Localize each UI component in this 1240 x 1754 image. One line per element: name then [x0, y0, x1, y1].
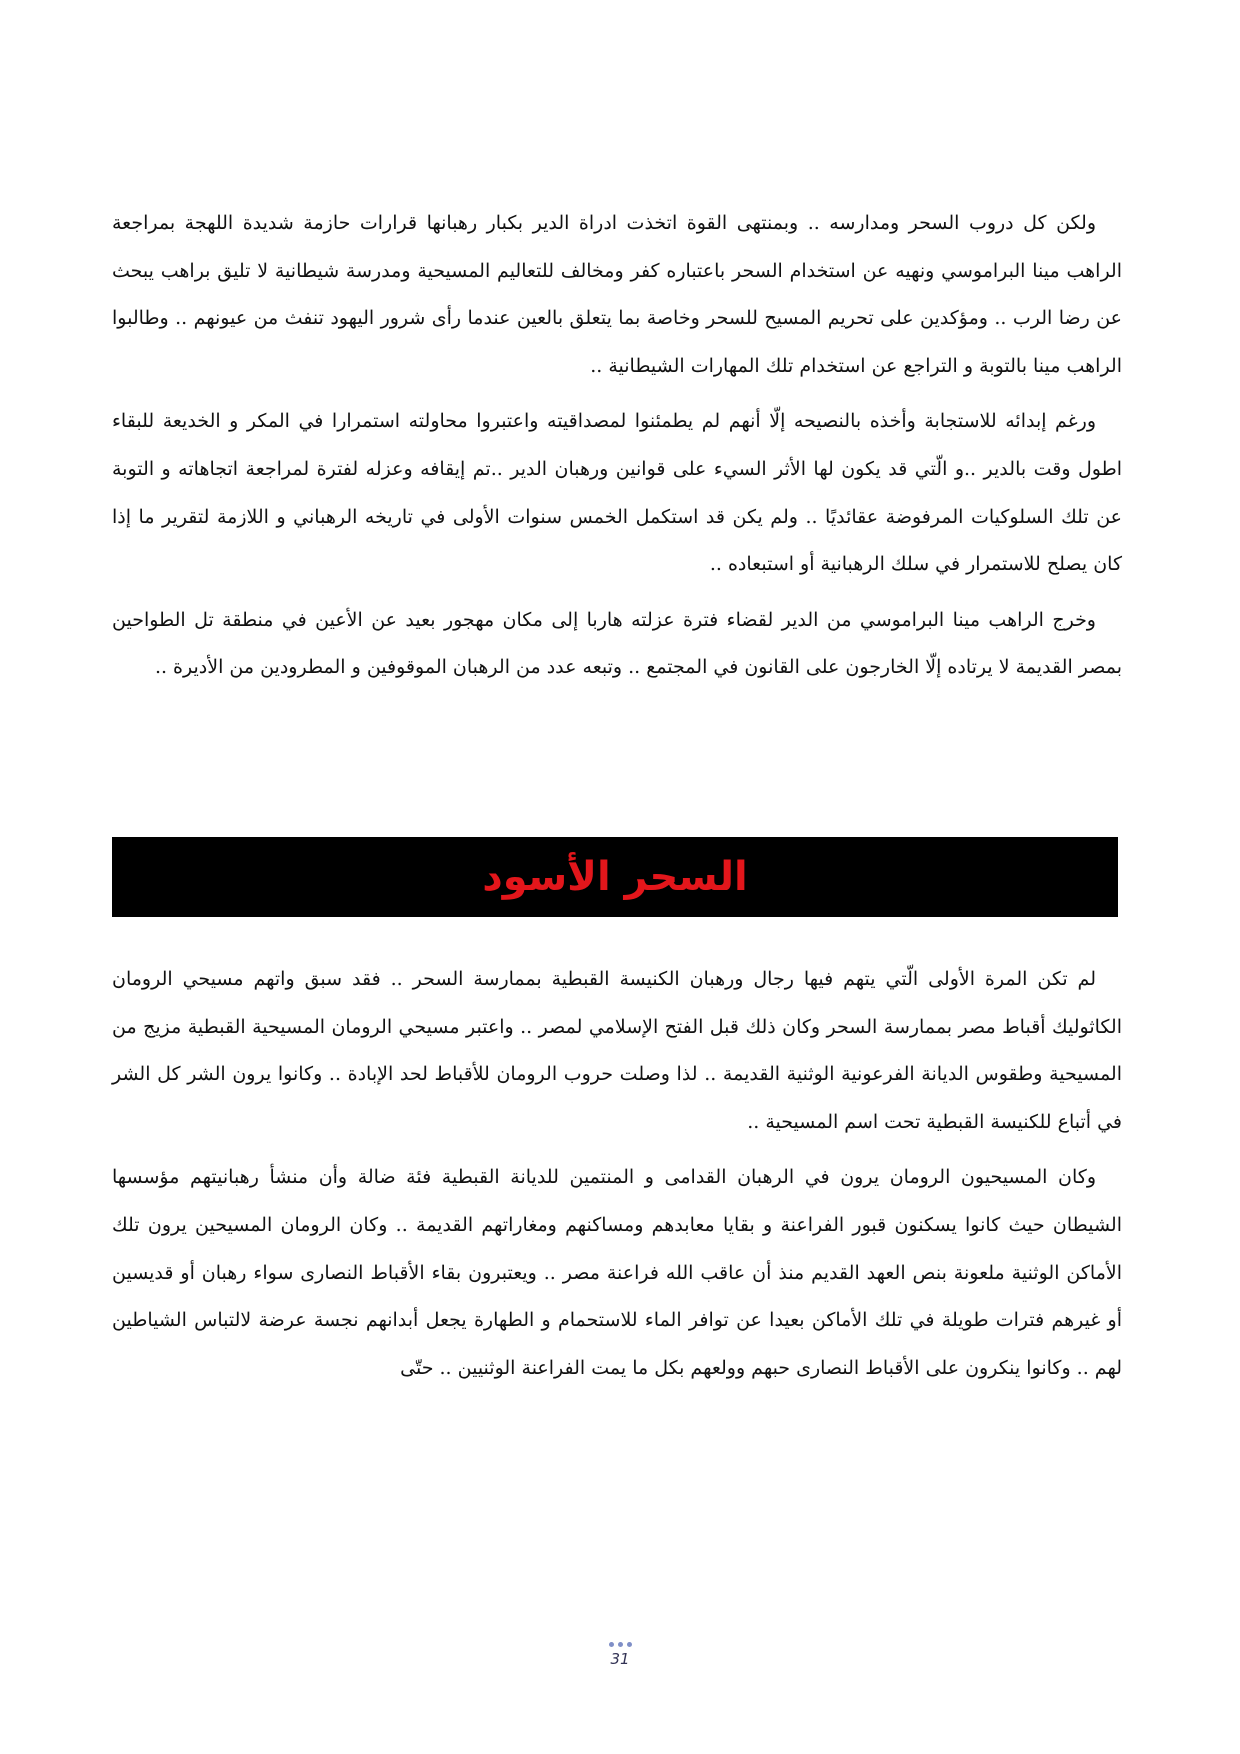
paragraph: ولكن كل دروب السحر ومدارسه .. وبمنتهى القوة اتخذت ادراة الدير بكبار رهبانها قرارات حازمة شديدة اللهجة بمراجعة الراهب مينا البراموسي ونهيه عن استخدام السحر باعتباره كفر ومخالف للتعاليم المسيحية ومدرسة شيطانية لا تليق براهب يبحث عن رضا الرب .. ومؤكدين على تحريم المسيح للسحر وخاصة بما يتعلق بالعين عندما رأى شرور اليهود تنفث من عيونهم .. وطالبوا الراهب مينا بالتوبة و التراجع عن استخدام تلك المهارات الشيطانية ..	[112, 212, 1122, 377]
dot-icon	[618, 1642, 623, 1647]
paragraph: وخرج الراهب مينا البراموسي من الدير لقضاء فترة عزلته هاربا إلى مكان مهجور بعيد عن الأعين في منطقة تل الطواحين بمصر القديمة لا يرتاده إلّا الخارجون على القانون في المجتمع .. وتبعه عدد من الرهبان الموقوفين و المطرودين من الأديرة ..	[112, 608, 1122, 679]
dot-icon	[609, 1642, 614, 1647]
section-heading: السحر الأسود	[482, 854, 748, 900]
footer-dots-ornament	[0, 1642, 1240, 1650]
section-1-text	[112, 200, 1122, 700]
page-footer	[0, 1642, 1240, 1668]
section-2-text	[112, 956, 1122, 1400]
dot-icon	[627, 1642, 632, 1647]
page-number: 31	[610, 1650, 630, 1668]
section-heading-banner	[112, 837, 1118, 917]
paragraph: ورغم إبدائه للاستجابة وأخذه بالنصيحه إلّا أنهم لم يطمئنوا لمصداقيته واعتبروا محاولته استمرارا في المكر و الخديعة للبقاء اطول وقت بالدير ..و الّتي قد يكون لها الأثر السيء على قوانين ورهبان الدير ..تم إيقافه وعزله لفترة لمراجعة اتجاهاته و التوبة عن تلك السلوكيات المرفوضة عقائديًا .. ولم يكن قد استكمل الخمس سنوات الأولى في تاريخه الرهباني و اللازمة لتقرير ما إذا كان يصلح للاستمرار في سلك الرهبانية أو استبعاده ..	[112, 410, 1122, 576]
paragraph: وكان المسيحيون الرومان يرون في الرهبان القدامى و المنتمين للديانة القبطية فئة ضالة وأن منشأ رهبانيتهم مؤسسها الشيطان حيث كانوا يسكنون قبور الفراعنة و بقايا معابدهم ومساكنهم ومغاراتهم القديمة .. وكان الرومان المسيحين يرون تلك الأماكن الوثنية ملعونة بنص العهد القديم منذ أن عاقب الله فراعنة مصر .. ويعتبرون بقاء الأقباط النصارى سواء رهبان أو قديسين أو غيرهم فترات طويلة في تلك الأماكن بعيدا عن توافر الماء للاستحمام و الطهارة يجعل أبدانهم نجسة عرضة لالتباس الشياطين لهم .. وكانوا ينكرون على الأقباط النصارى حبهم وولعهم بكل ما يمت الفراعنة الوثنيين .. حتّى	[112, 1166, 1122, 1379]
paragraph: لم تكن المرة الأولى الّتي يتهم فيها رجال ورهبان الكنيسة القبطية بممارسة السحر .. فقد سبق واتهم مسيحي الرومان الكاثوليك أقباط مصر بممارسة السحر وكان ذلك قبل الفتح الإسلامي لمصر .. واعتبر مسيحي الرومان المسيحية القبطية مزيج من المسيحية وطقوس الديانة الفرعونية الوثنية القديمة .. لذا وصلت حروب الرومان للأقباط لحد الإبادة .. وكانوا يرون الشر كل الشر في أتباع للكنيسة القبطية تحت اسم المسيحية ..	[112, 968, 1122, 1133]
